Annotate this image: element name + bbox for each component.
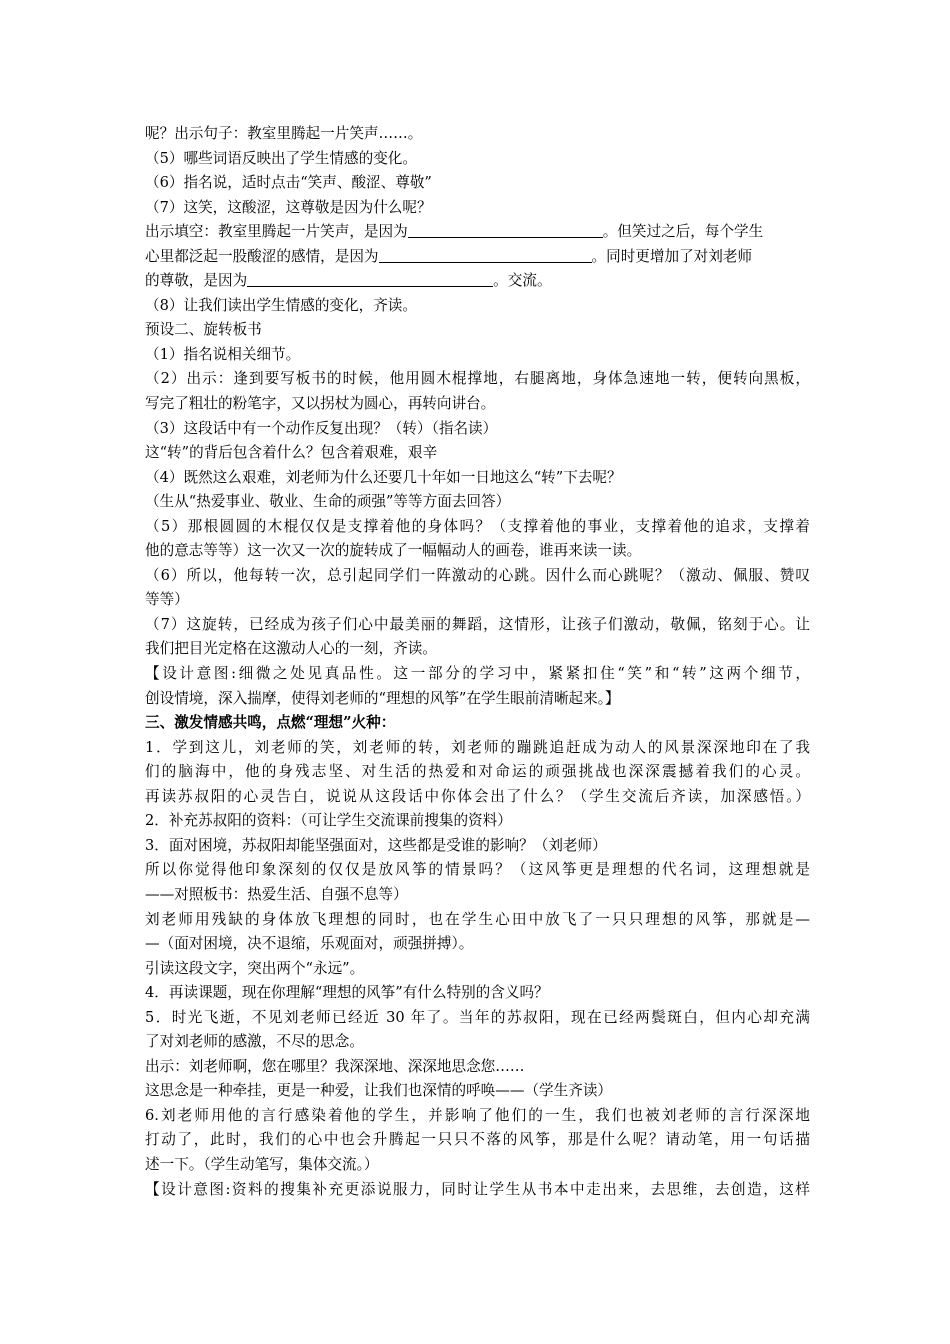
text-line: 们的脑海中，他的身残志坚、对生活的热爱和对命运的顽强挑战也深深震撼着我们的心灵。 — [145, 763, 810, 781]
fill-blank — [379, 247, 592, 263]
text-line: 预设二、旋转板书 — [145, 321, 262, 339]
design-intent-note: 【设计意图:细微之处见真品性。这一部分的学习中，紧紧扣住“笑”和“转”这两个细节， — [145, 665, 810, 683]
text-segment: 出示填空：教室里腾起一片笑声，是因为 — [145, 223, 408, 241]
text-line: 引读这段文字，突出两个“永远”。 — [145, 959, 365, 977]
text-segment: 。交流。 — [493, 272, 552, 290]
text-line: 呢？出示句子：教室里腾起一片笑声……。 — [145, 125, 423, 142]
text-line: 写完了粗壮的粉笔字，又以拐杖为圆心，再转向讲台。 — [145, 395, 496, 413]
text-line: （7）这旋转，已经成为孩子们心中最美丽的舞蹈，这情形，让孩子们激动，敬佩，铭刻于心。让 — [145, 615, 810, 633]
text-line: 1．学到这儿，刘老师的笑，刘老师的转，刘老师的蹦跳追赶成为动人的风景深深地印在了我 — [145, 738, 810, 756]
text-segment: 心里都泛起一股酸涩的感情，是因为 — [145, 247, 379, 265]
text-line: 再读苏叔阳的心灵告白，说说从这段话中你体会出了什么？（学生交流后齐读，加深感悟。） — [145, 787, 810, 805]
text-line: 6.刘老师用他的言行感染着他的学生，并影响了他们的一生，我们也被刘老师的言行深深地 — [145, 1106, 810, 1124]
text-line: （生从“热爱事业、敬业、生命的顽强”等等方面去回答） — [145, 493, 511, 511]
text-line: （6）所以，他每转一次，总引起同学们一阵激动的心跳。因什么而心跳呢？（激动、佩服、赞叹 — [145, 566, 810, 584]
text-line: （1）指名说相关细节。 — [145, 345, 301, 363]
text-line: 2．补充苏叔阳的资料：（可让学生交流课前搜集的资料） — [145, 812, 512, 830]
text-line: 刘老师用残缺的身体放飞理想的同时，也在学生心田中放飞了一只只理想的风筝，那就是— — [145, 910, 810, 928]
fill-blank-line — [145, 220, 810, 245]
text-segment: 的尊敬，是因为 — [145, 272, 248, 290]
text-line: 这“转”的背后包含着什么？包含着艰难，艰辛 — [145, 444, 438, 462]
text-line: （3）这段话中有一个动作反复出现？（转）（指名读） — [145, 419, 498, 437]
text-line: （2）出示：逢到要写板书的时候，他用圆木棍撑地，右腿离地，身体急速地一转，便转向黑板， — [145, 370, 810, 388]
fill-blank-line — [145, 245, 810, 270]
text-line: —（面对困境，决不退缩，乐观面对，顽强拼搏）。 — [145, 935, 474, 953]
document-page — [145, 122, 810, 1202]
text-line: 5．时光飞逝，不见刘老师已经近 30 年了。当年的苏叔阳，现在已经两鬓斑白，但内心却充满 — [145, 1008, 810, 1026]
text-line: 这思念是一种牵挂，更是一种爱，让我们也深情的呼唤——（学生齐读） — [145, 1082, 613, 1100]
fill-blank — [247, 271, 493, 287]
text-line: 所以你觉得他印象深刻的仅仅是放风筝的情景吗？（这风筝更是理想的代名词，这理想就是 — [145, 861, 810, 879]
text-line: 出示：刘老师啊，您在哪里？我深深地、深深地思念您…… — [145, 1057, 525, 1075]
fill-blank-line — [145, 269, 810, 294]
design-intent-note: 创设情境，深入揣摩，使得刘老师的“理想的风筝”在学生眼前清晰起来。】 — [145, 689, 620, 707]
text-line: 打动了，此时，我们的心中也会升腾起一只只不落的风筝，那是什么呢？请动笔，用一句话描 — [145, 1131, 810, 1149]
text-segment: 。同时更增加了对刘老师 — [591, 247, 753, 265]
text-line: （4）既然这么艰难，刘老师为什么还要几十年如一日地这么“转”下去呢？ — [145, 468, 622, 486]
text-line: 他的意志等等）这一次又一次的旋转成了一幅幅动人的画卷，谁再来读一读。 — [145, 542, 642, 560]
fill-blank — [408, 222, 603, 238]
text-line: 述一下。（学生动笔写，集体交流。） — [145, 1155, 379, 1173]
text-line: 3．面对困境，苏叔阳却能坚强面对，这些都是受谁的影响？（刘老师） — [145, 836, 607, 854]
text-line: 4．再读课题，现在你理解“理想的风筝”有什么特别的含义吗？ — [145, 984, 549, 1002]
text-line: ——对照板书：热爱生活、自强不息等） — [145, 885, 408, 903]
text-line: （8）让我们读出学生情感的变化，齐读。 — [145, 296, 417, 314]
text-line: 我们把目光定格在这激动人心的一刻，齐读。 — [145, 640, 437, 658]
design-intent-note: 【设计意图:资料的搜集补充更添说服力，同时让学生从书本中走出来，去思维，去创造，这样 — [145, 1180, 810, 1198]
text-line: （6）指名说，适时点击“笑声、酸涩、尊敬” — [145, 174, 432, 192]
text-line: 等等） — [145, 591, 189, 609]
text-line: （7）这笑，这酸涩，这尊敬是因为什么呢？ — [145, 198, 432, 216]
text-line: （5）那根圆圆的木棍仅仅是支撑着他的身体吗？（支撑着他的事业，支撑着他的追求，支撑着 — [145, 517, 810, 535]
text-line: （5）哪些词语反映出了学生情感的变化。 — [145, 149, 417, 167]
section-heading: 三、激发情感共鸣，点燃“理想”火种： — [145, 714, 396, 732]
text-segment: 。但笑过之后，每个学生 — [602, 223, 764, 241]
text-line: 了对刘老师的感激，不尽的思念。 — [145, 1033, 364, 1051]
